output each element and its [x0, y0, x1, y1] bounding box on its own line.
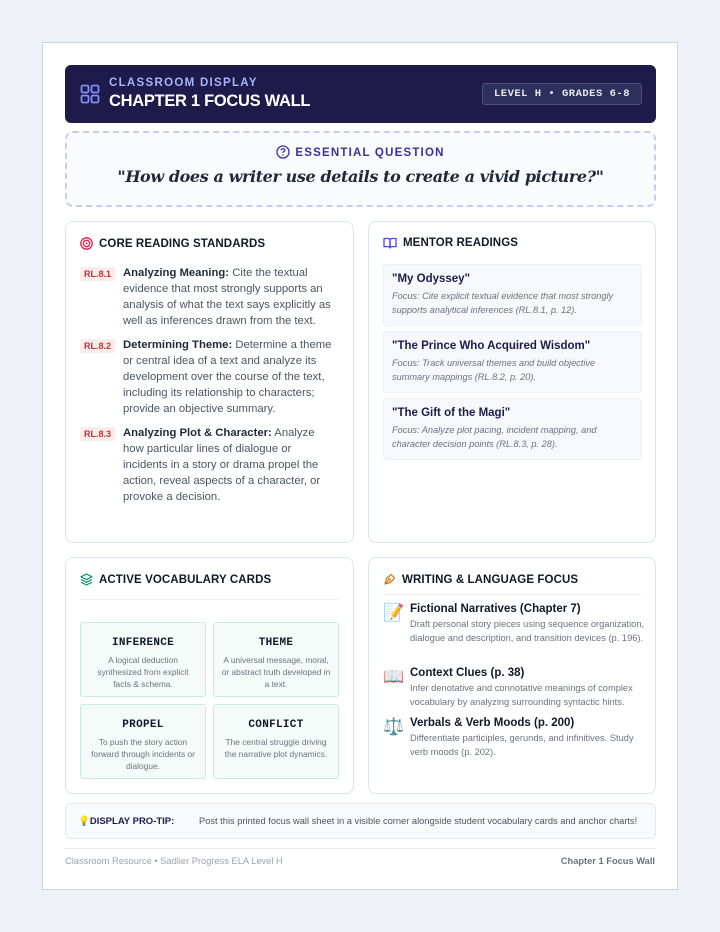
footer-divider — [65, 848, 656, 849]
writing-item-description: Infer denotative and connotative meanings of complex vocabulary by analyzing surrounding syntactic hints. — [410, 683, 633, 707]
essential-question-text: "How does a writer use details to create a vivid picture?" — [117, 167, 604, 186]
vocab-term: INFERENCE — [111, 637, 175, 649]
vocab-card — [213, 704, 339, 779]
mentor-reading-item — [383, 331, 642, 393]
writing-item-title: Context Clues (p. 38) — [410, 667, 525, 679]
vocab-definition: A universal message, moral, or abstract truth developed in a text. — [221, 655, 331, 689]
tip-label: DISPLAY PRO-TIP: — [89, 816, 175, 827]
essential-question-box — [65, 131, 656, 207]
question-circle-icon — [276, 145, 290, 159]
standard-description: Cite the textual evidence that most strongly supports an analysis of what the text says explicitly as well as inferences drawn from the text. — [123, 267, 331, 327]
vocabulary-cards-panel — [65, 557, 354, 794]
vocab-term: THEME — [258, 637, 294, 649]
memo-icon: 📝 — [383, 603, 405, 622]
writing-title: WRITING & LANGUAGE FOCUS — [402, 574, 579, 586]
reading-title: "The Prince Who Acquired Wisdom" — [392, 340, 591, 352]
layers-icon — [80, 573, 93, 586]
standard-description: Determine a theme or central idea of a text and analyze its development over the course of the text, including its relationship to characters; provide an objective summary. — [123, 339, 332, 415]
writing-item-title: Verbals & Verb Moods (p. 200) — [410, 717, 575, 729]
target-icon — [80, 237, 93, 250]
reading-title: "My Odyssey" — [392, 273, 471, 285]
standard-description: Analyze how particular lines of dialogue or incidents in a story or drama propel the action, reveal aspects of a character, or provoke a decision. — [123, 427, 321, 503]
grid-icon — [80, 84, 100, 104]
writing-item-title: Fictional Narratives (Chapter 7) — [410, 603, 581, 615]
standard-name: Analyzing Meaning: — [123, 267, 230, 279]
mentor-title: MENTOR READINGS — [403, 237, 519, 249]
footer-title: Chapter 1 Focus Wall — [560, 856, 655, 866]
vocab-card — [80, 704, 206, 779]
header-eyebrow: CLASSROOM DISPLAY — [109, 77, 258, 89]
divider — [80, 599, 339, 600]
open-book-icon — [383, 237, 397, 249]
header-banner — [65, 65, 656, 123]
reading-focus: Focus: Analyze plot pacing, incident mapping, and character decision points (RL.8.3, p. 28). — [392, 425, 597, 449]
vocab-definition: To push the story action forward through incidents or dialogue. — [91, 737, 195, 771]
lightbulb-icon: 💡 — [78, 816, 90, 827]
footer-source: Classroom Resource • Sadlier Progress ELA Level H — [65, 856, 283, 866]
pen-nib-icon — [383, 573, 396, 586]
tip-text: Post this printed focus wall sheet in a visible corner alongside student vocabulary cards and anchor charts! — [199, 816, 638, 826]
vocab-card — [213, 622, 339, 697]
reading-standards-card — [65, 221, 354, 543]
book-icon: 📖 — [383, 667, 405, 686]
mentor-reading-item — [383, 264, 642, 326]
vocab-term: PROPEL — [122, 719, 164, 731]
vocabulary-title: ACTIVE VOCABULARY CARDS — [99, 574, 272, 586]
focus-wall-page — [42, 42, 678, 890]
vocab-term: CONFLICT — [248, 719, 304, 731]
vocab-definition: A logical deduction synthesized from explicit facts & schema. — [97, 655, 189, 689]
divider — [383, 594, 641, 595]
level-badge: LEVEL H • GRADES 6-8 — [482, 83, 642, 105]
standard-name: Determining Theme: — [123, 339, 233, 351]
standard-name: Analyzing Plot & Character: — [123, 427, 272, 439]
standards-title: CORE READING STANDARDS — [99, 238, 266, 250]
scales-icon: ⚖️ — [383, 717, 405, 736]
reading-focus: Focus: Track universal themes and build objective summary mappings (RL.8.2, p. 20). — [392, 358, 596, 382]
writing-language-card — [368, 557, 656, 794]
reading-focus: Focus: Cite explicit textual evidence that most strongly supports analytical inferences (RL.8.1, p. 12). — [392, 291, 614, 315]
pro-tip-bar — [65, 803, 656, 839]
essential-question-label: ESSENTIAL QUESTION — [295, 147, 445, 159]
page-title: CHAPTER 1 FOCUS WALL — [109, 92, 311, 110]
standard-code-badge: RL.8.2 — [80, 339, 115, 353]
vocab-card — [80, 622, 206, 697]
mentor-readings-card — [368, 221, 656, 543]
writing-item-description: Draft personal story pieces using sequence organization, dialogue and description, and transition devices (p. 196). — [410, 619, 645, 643]
writing-item-description: Differentiate participles, gerunds, and infinitives. Study verb moods (p. 202). — [410, 733, 634, 757]
vocab-definition: The central struggle driving the narrative plot dynamics. — [224, 737, 328, 759]
standard-code-badge: RL.8.3 — [80, 427, 115, 441]
standard-code-badge: RL.8.1 — [80, 267, 115, 281]
reading-title: "The Gift of the Magi" — [392, 407, 511, 419]
mentor-reading-item — [383, 398, 642, 460]
